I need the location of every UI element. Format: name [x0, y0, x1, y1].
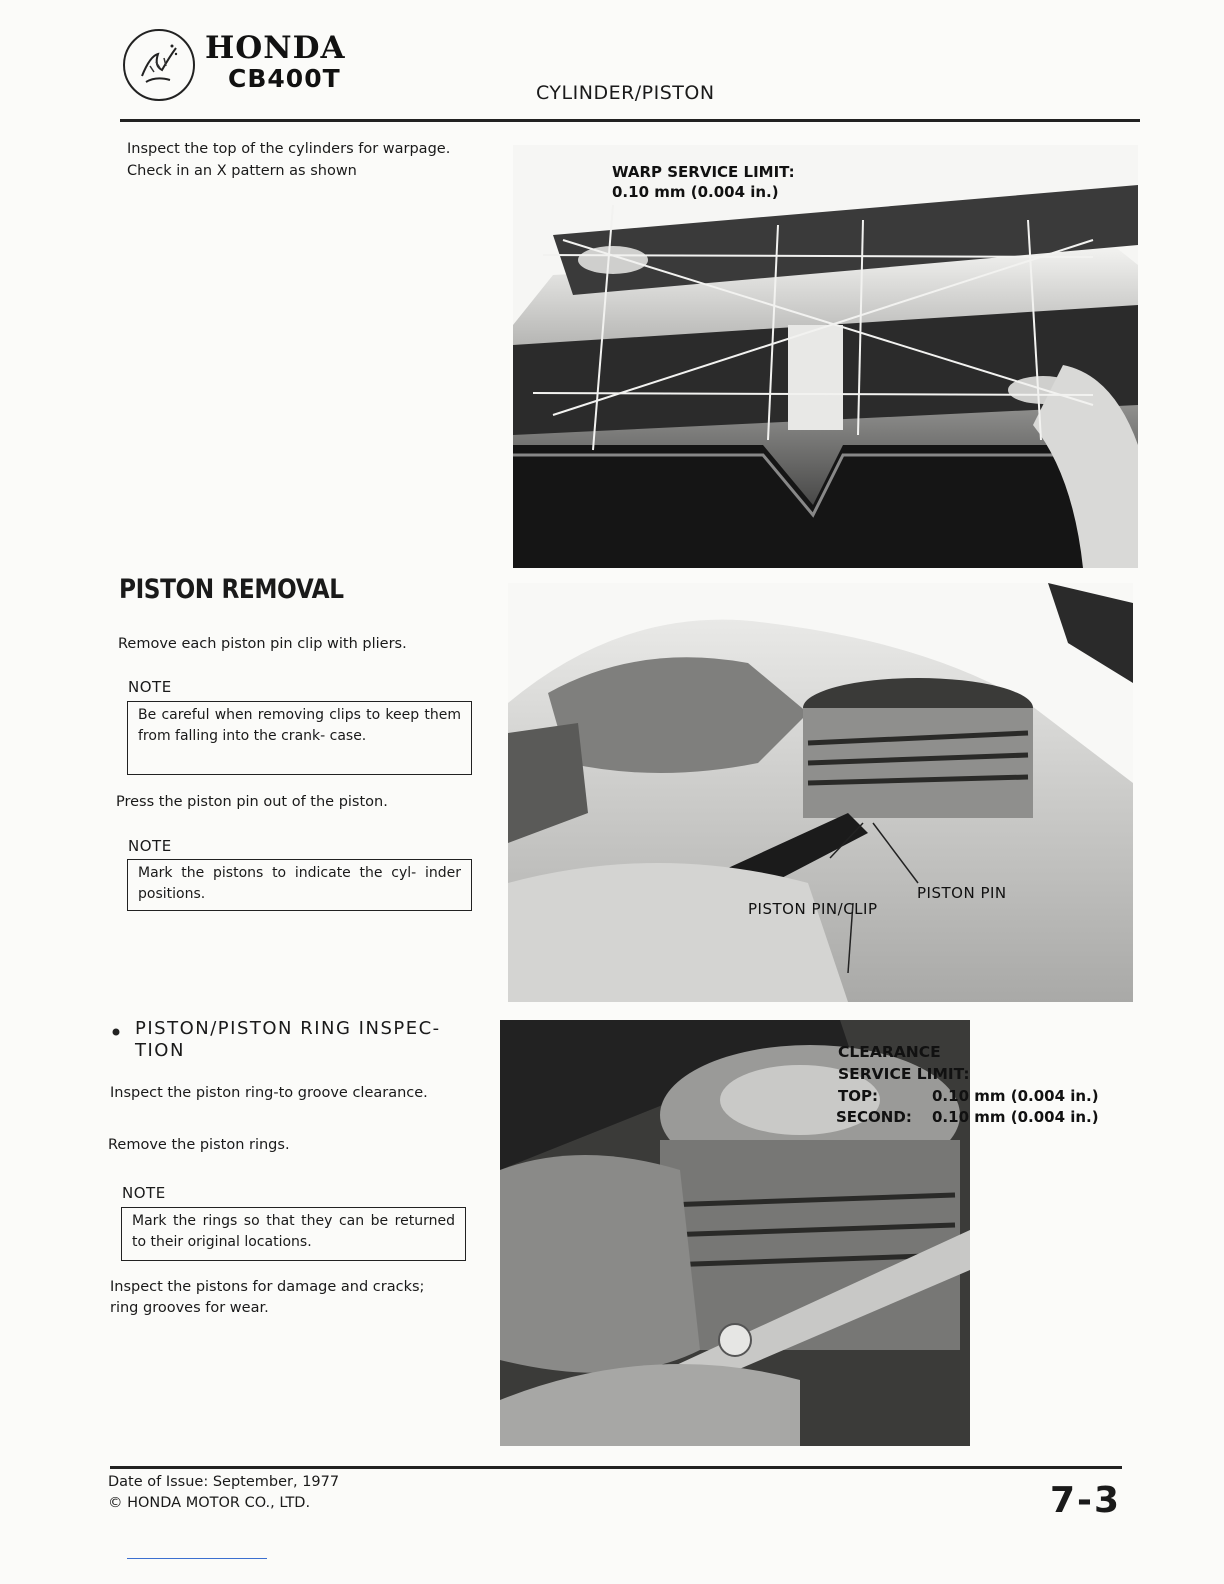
inspection-heading-line-1: PISTON/PISTON RING INSPEC- [135, 1018, 441, 1039]
clearance-label-1: CLEARANCE [838, 1043, 941, 1061]
note-label: NOTE [122, 1184, 166, 1202]
warp-limit-label: WARP SERVICE LIMIT: [612, 163, 795, 181]
footer-issue-date: Date of Issue: September, 1977 [108, 1474, 340, 1490]
header-rule [120, 119, 1140, 122]
note-label: NOTE [128, 678, 172, 696]
note-box-clips: Be careful when removing clips to keep them from falling into the crank- case. [127, 701, 472, 775]
cylinder-warpage-photo [513, 145, 1138, 568]
inspection-step-3-line-2: ring grooves for wear. [110, 1300, 269, 1316]
inspection-step-3-line-1: Inspect the pistons for damage and cracks; [110, 1279, 425, 1295]
bullet-dot-icon [111, 1022, 121, 1041]
note-box-mark-pistons: Mark the pistons to indicate the cyl- inder positions. [127, 859, 472, 911]
stray-line [127, 1558, 267, 1559]
inspection-step-1: Inspect the piston ring-to groove clearance. [110, 1085, 428, 1101]
inspection-heading-line-2: TION [135, 1040, 185, 1061]
warp-limit-value: 0.10 mm (0.004 in.) [612, 183, 779, 201]
second-label: SECOND: [836, 1108, 912, 1126]
clearance-label-2: SERVICE LIMIT: [838, 1065, 970, 1083]
note-label: NOTE [128, 837, 172, 855]
piston-removal-step-2: Press the piston pin out of the piston. [116, 794, 388, 810]
note-box-mark-rings: Mark the rings so that they can be returned to their original locations. [121, 1207, 466, 1261]
honda-wing-emblem-icon [120, 26, 198, 104]
piston-removal-step-1: Remove each piston pin clip with pliers. [118, 636, 407, 652]
warpage-instruction-1: Inspect the top of the cylinders for warpage. [127, 141, 451, 157]
top-value: 0.10 mm (0.004 in.) [932, 1087, 1099, 1105]
model-name: CB400T [228, 64, 341, 93]
brand-name: HONDA [205, 30, 346, 66]
inspection-step-2: Remove the piston rings. [108, 1137, 290, 1153]
piston-removal-heading: PISTON REMOVAL [119, 574, 344, 605]
caption-piston-pin: PISTON PIN [917, 884, 1007, 902]
warpage-instruction-2: Check in an X pattern as shown [127, 163, 357, 179]
second-value: 0.10 mm (0.004 in.) [932, 1108, 1099, 1126]
footer-copyright: © HONDA MOTOR CO., LTD. [108, 1495, 311, 1511]
piston-pin-clip-photo [508, 583, 1133, 1002]
footer-rule [110, 1466, 1122, 1469]
section-title: CYLINDER/PISTON [536, 82, 715, 104]
top-label: TOP: [838, 1087, 878, 1105]
caption-piston-pin-clip: PISTON PIN/CLIP [748, 900, 878, 918]
page-number: 7-3 [1050, 1480, 1122, 1521]
